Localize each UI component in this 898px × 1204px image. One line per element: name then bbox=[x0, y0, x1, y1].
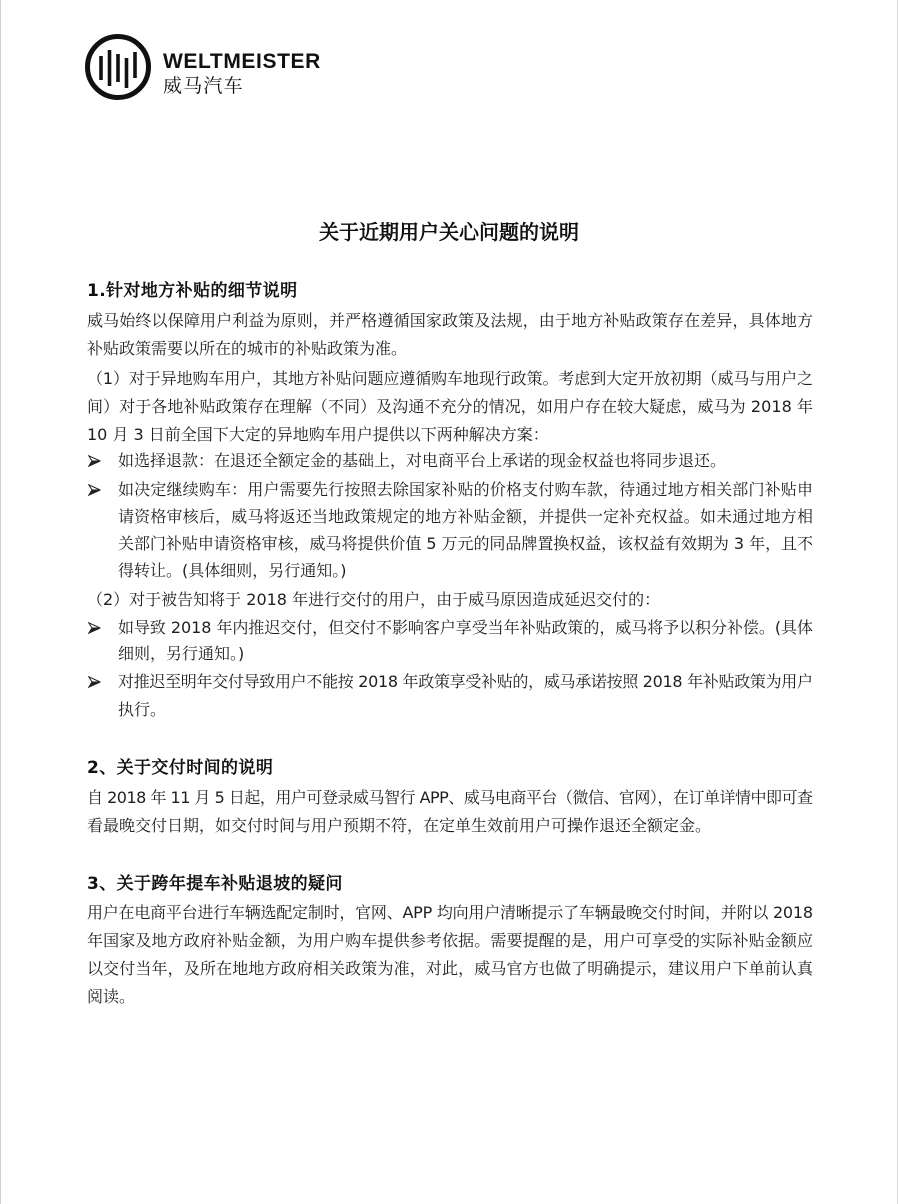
text-line: 补贴政策需要以所在的城市的补贴政策为准。 bbox=[87, 339, 408, 358]
bullet-text-line: 如导致 2018 年内推迟交付，但交付不影响客户享受当年补贴政策的，威马将予以积分补偿。(具体 bbox=[118, 618, 813, 637]
brand-name-en: WELTMEISTER bbox=[163, 50, 321, 73]
text-line: （1）对于异地购车用户，其地方补贴问题应遵循购车地现行政策。考虑到大定开放初期（威马与用户之 bbox=[87, 369, 813, 388]
text-line: 用户在电商平台进行车辆选配定制时，官网、APP 均向用户清晰提示了车辆最晚交付时间，并附以 2018 bbox=[87, 903, 813, 922]
document-title: 关于近期用户关心问题的说明 bbox=[319, 220, 579, 244]
text-line: 间）对于各地补贴政策存在理解（不同）及沟通不充分的情况，如用户存在较大疑虑，威马为 2018 年 bbox=[87, 397, 813, 416]
arrowhead-bullet-icon bbox=[88, 622, 101, 634]
bullet-item bbox=[87, 447, 813, 475]
bullet-item bbox=[87, 615, 813, 667]
section-1-intro bbox=[87, 307, 813, 363]
section-3-heading: 3、关于跨年提车补贴退坡的疑问 bbox=[87, 874, 343, 894]
arrowhead-bullet-icon bbox=[88, 676, 101, 688]
text-line: 威马始终以保障用户利益为原则，并严格遵循国家政策及法规，由于地方补贴政策存在差异，具体地方 bbox=[87, 311, 813, 330]
bullet-text-line: 对推迟至明年交付导致用户不能按 2018 年政策享受补贴的，威马承诺按照 2018 年补贴政策为用户 bbox=[118, 672, 813, 691]
bullet-text-line: 请资格审核后，威马将返还当地政策规定的地方补贴金额，并提供一定补充权益。如未通过地方相 bbox=[118, 507, 813, 526]
text-line: 阅读。 bbox=[87, 987, 136, 1006]
bullet-text-line: 细则，另行通知。) bbox=[118, 644, 245, 663]
brand-name-cn: 威马汽车 bbox=[163, 75, 244, 97]
text-line: 以交付当年，及所在地地方政府相关政策为准，对此，威马官方也做了明确提示，建议用户下单前认真 bbox=[87, 959, 813, 978]
section-2-body bbox=[87, 784, 813, 840]
bullet-item bbox=[87, 476, 813, 584]
bullet-item bbox=[87, 668, 813, 724]
arrowhead-bullet-icon bbox=[88, 455, 101, 467]
section-1-item-1 bbox=[87, 365, 813, 449]
bullet-text-line: 得转让。(具体细则，另行通知。) bbox=[118, 561, 347, 580]
bullet-text-line: 执行。 bbox=[118, 700, 167, 719]
text-line: 看最晚交付日期，如交付时间与用户预期不符，在定单生效前用户可操作退还全额定金。 bbox=[87, 816, 712, 835]
section-3-body bbox=[87, 899, 813, 1011]
text-line: 自 2018 年 11 月 5 日起，用户可登录威马智行 APP、威马电商平台（微信、官网），在订单详情中即可查 bbox=[87, 788, 813, 807]
weltmeister-logo-icon bbox=[84, 33, 152, 101]
bullet-text-line: 如选择退款：在退还全额定金的基础上，对电商平台上承诺的现金权益也将同步退还。 bbox=[118, 451, 727, 470]
section-1-heading: 1.针对地方补贴的细节说明 bbox=[87, 281, 298, 301]
bullet-text-line: 如决定继续购车：用户需要先行按照去除国家补贴的价格支付购车款，待通过地方相关部门补贴申 bbox=[118, 480, 813, 499]
bullet-text-line: 关部门补贴申请资格审核，威马将提供价值 5 万元的同品牌置换权益，该权益有效期为 3 年，且不 bbox=[118, 534, 813, 553]
text-line: （2）对于被告知将于 2018 年进行交付的用户，由于威马原因造成延迟交付的： bbox=[87, 590, 661, 609]
section-1-item-2 bbox=[87, 586, 813, 614]
text-line: 年国家及地方政府补贴金额，为用户购车提供参考依据。需要提醒的是，用户可享受的实际补贴金额应 bbox=[87, 931, 813, 950]
section-2-heading: 2、关于交付时间的说明 bbox=[87, 758, 274, 778]
arrowhead-bullet-icon bbox=[88, 484, 101, 496]
text-line: 10 月 3 日前全国下大定的异地购车用户提供以下两种解决方案： bbox=[87, 425, 549, 444]
